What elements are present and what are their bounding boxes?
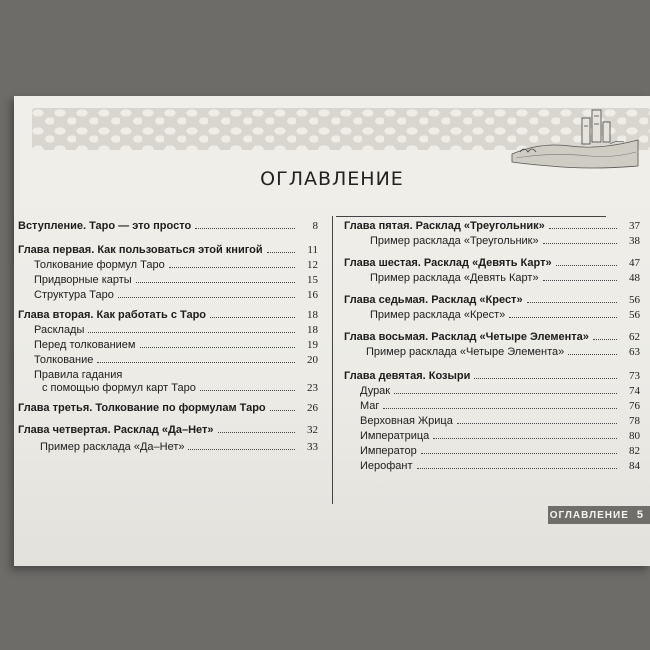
castle-landscape-illustration — [510, 96, 640, 176]
toc-entry-label: с помощью формул карт Таро — [42, 382, 196, 394]
toc-entry-label: Императрица — [360, 430, 430, 442]
leader-dots — [457, 423, 617, 424]
toc-entry — [344, 430, 640, 442]
toc-entry-label: Расклады — [34, 324, 85, 336]
toc-entry-page: 74 — [629, 385, 640, 397]
toc-entry-page: 33 — [307, 441, 318, 453]
toc-entry — [344, 385, 640, 397]
toc-entry — [18, 369, 318, 381]
toc-entry — [18, 274, 318, 286]
toc-entry-label: Глава восьмая. Расклад «Четыре Элемента» — [344, 331, 589, 343]
toc-entry-page: 19 — [307, 339, 318, 351]
toc-entry — [344, 294, 640, 306]
leader-dots — [474, 378, 617, 379]
toc-entry — [18, 402, 318, 414]
toc-entry — [18, 259, 318, 271]
toc-entry-label: Иерофант — [360, 460, 413, 472]
toc-entry — [344, 272, 640, 284]
toc-entry-page: 20 — [307, 354, 318, 366]
footer-label: ОГЛАВЛЕНИЕ — [549, 509, 629, 521]
leader-dots — [118, 297, 295, 298]
rule-line — [336, 216, 606, 217]
toc-entry-page: 37 — [629, 220, 640, 232]
toc-entry-page: 47 — [629, 257, 640, 269]
leader-dots — [417, 468, 617, 469]
toc-entry-page: 18 — [307, 309, 318, 321]
toc-entry — [344, 370, 640, 382]
toc-entry-page: 62 — [629, 331, 640, 343]
toc-entry-page: 18 — [307, 324, 318, 336]
toc-entry — [18, 382, 318, 394]
toc-entry — [18, 424, 318, 436]
toc-entry-label: Пример расклада «Да–Нет» — [40, 441, 185, 453]
toc-entry — [344, 460, 640, 472]
toc-entry-label: Пример расклада «Четыре Элемента» — [366, 346, 565, 358]
toc-left-column — [18, 220, 318, 453]
toc-entry-label: Глава шестая. Расклад «Девять Карт» — [344, 257, 552, 269]
leader-dots — [200, 390, 295, 391]
toc-entry — [344, 257, 640, 269]
column-divider — [332, 216, 333, 504]
leader-dots — [136, 282, 295, 283]
leader-dots — [210, 317, 295, 318]
toc-entry-label: Маг — [360, 400, 380, 412]
toc-entry-label: Пример расклада «Треугольник» — [370, 235, 539, 247]
leader-dots — [88, 332, 295, 333]
page-title: ОГЛАВЛЕНИЕ — [260, 168, 404, 190]
toc-entry-label: Глава первая. Как пользоваться этой книгой — [18, 244, 263, 256]
toc-entry — [18, 324, 318, 336]
toc-entry-page: 15 — [307, 274, 318, 286]
toc-entry — [18, 339, 318, 351]
toc-entry-page: 63 — [629, 346, 640, 358]
leader-dots — [267, 252, 295, 253]
running-footer — [548, 506, 650, 524]
toc-entry-page: 78 — [629, 415, 640, 427]
toc-entry-page: 82 — [629, 445, 640, 457]
toc-entry-page: 11 — [307, 244, 318, 256]
toc-entry — [344, 400, 640, 412]
leader-dots — [509, 317, 617, 318]
toc-entry — [18, 220, 318, 232]
book-page — [14, 96, 650, 566]
toc-entry-label: Глава четвертая. Расклад «Да–Нет» — [18, 424, 214, 436]
leader-dots — [218, 432, 296, 433]
leader-dots — [188, 449, 295, 450]
toc-entry — [344, 331, 640, 343]
toc-entry-page: 76 — [629, 400, 640, 412]
toc-entry-label: Глава вторая. Как работать с Таро — [18, 309, 207, 321]
toc-entry-page: 84 — [629, 460, 640, 472]
toc-entry-label: Структура Таро — [34, 289, 114, 301]
leader-dots — [543, 243, 617, 244]
toc-entry — [344, 220, 640, 232]
toc-entry-page: 48 — [629, 272, 640, 284]
toc-entry-label: Вступление. Таро — это просто — [18, 220, 192, 232]
leader-dots — [97, 362, 295, 363]
toc-entry-page: 73 — [629, 370, 640, 382]
leader-dots — [527, 302, 617, 303]
toc-entry — [344, 445, 640, 457]
toc-entry-label: Толкование — [34, 354, 94, 366]
toc-entry-page: 12 — [307, 259, 318, 271]
leader-dots — [568, 354, 617, 355]
leader-dots — [394, 393, 617, 394]
leader-dots — [593, 339, 617, 340]
toc-entry-label: Пример расклада «Девять Карт» — [370, 272, 539, 284]
toc-entry-label: Глава девятая. Козыри — [344, 370, 471, 382]
leader-dots — [169, 267, 295, 268]
toc-entry — [18, 354, 318, 366]
toc-entry-label: Придворные карты — [34, 274, 132, 286]
leader-dots — [556, 265, 617, 266]
toc-entry-label: Перед толкованием — [34, 339, 136, 351]
leader-dots — [433, 438, 617, 439]
toc-entry-label: Глава третья. Толкование по формулам Таро — [18, 402, 266, 414]
toc-entry-page: 56 — [629, 294, 640, 306]
toc-entry-label: Дурак — [360, 385, 391, 397]
toc-entry-page: 23 — [307, 382, 318, 394]
toc-entry-label: Верховная Жрица — [360, 415, 453, 427]
toc-entry — [344, 235, 640, 247]
toc-entry-label: Император — [360, 445, 417, 457]
toc-entry — [18, 441, 318, 453]
toc-entry-label: Пример расклада «Крест» — [370, 309, 506, 321]
leader-dots — [140, 347, 296, 348]
toc-entry — [18, 289, 318, 301]
toc-entry-label: Толкование формул Таро — [34, 259, 165, 271]
toc-entry — [344, 346, 640, 358]
toc-entry-page: 26 — [307, 402, 318, 414]
leader-dots — [195, 228, 295, 229]
toc-entry — [18, 309, 318, 321]
leader-dots — [549, 228, 617, 229]
toc-entry-page: 80 — [629, 430, 640, 442]
leader-dots — [543, 280, 617, 281]
toc-entry-page: 8 — [312, 220, 318, 232]
toc-entry — [344, 415, 640, 427]
toc-entry-label: Глава пятая. Расклад «Треугольник» — [344, 220, 545, 232]
toc-entry-page: 16 — [307, 289, 318, 301]
toc-entry-page: 56 — [629, 309, 640, 321]
leader-dots — [383, 408, 617, 409]
leader-dots — [270, 410, 295, 411]
page-number: 5 — [636, 509, 644, 521]
toc-entry-page: 38 — [629, 235, 640, 247]
toc-right-column — [344, 220, 640, 472]
toc-entry — [18, 244, 318, 256]
toc-entry — [344, 309, 640, 321]
toc-entry-label: Правила гадания — [34, 369, 123, 381]
leader-dots — [421, 453, 617, 454]
toc-entry-page: 32 — [307, 424, 318, 436]
toc-entry-label: Глава седьмая. Расклад «Крест» — [344, 294, 523, 306]
